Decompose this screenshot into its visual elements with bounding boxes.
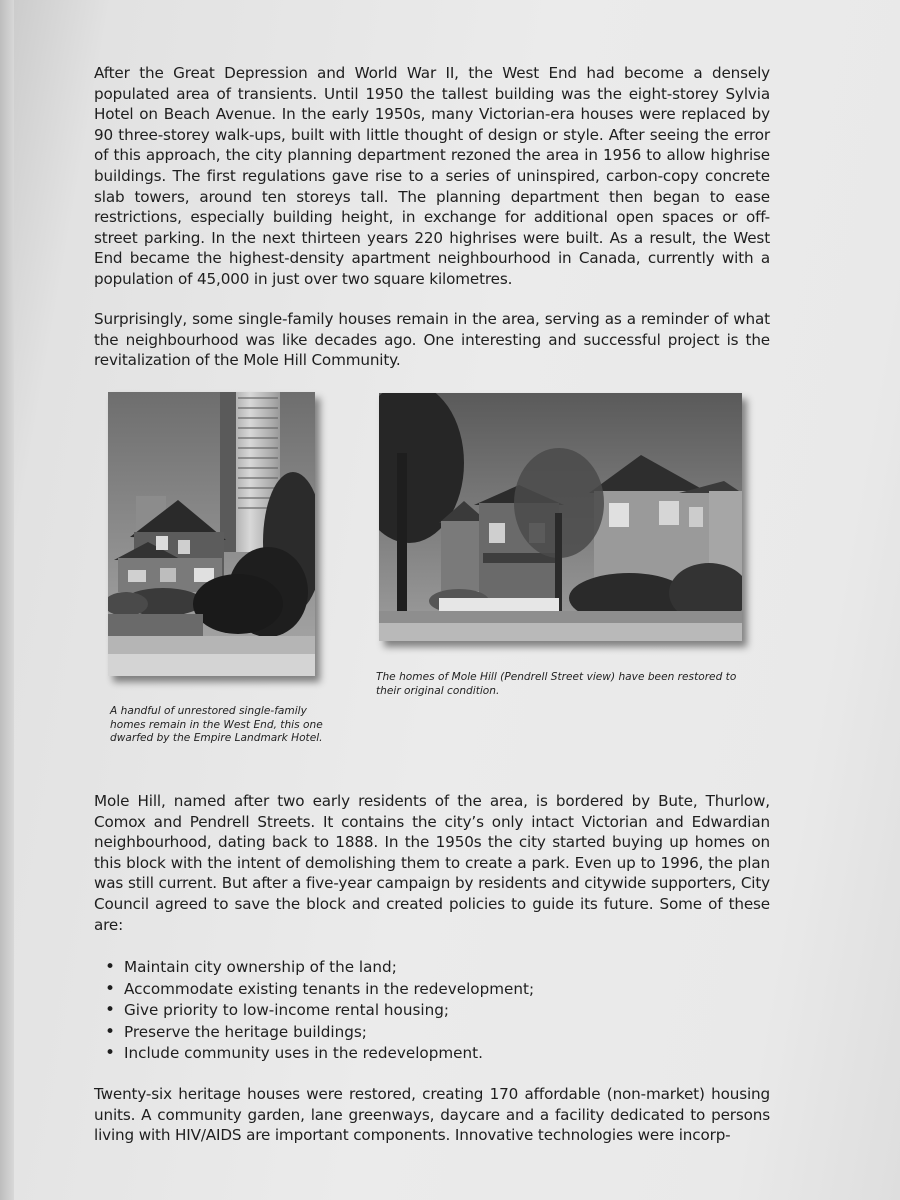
list-item: • Include community uses in the redevelopment. <box>104 1043 534 1065</box>
policy-list <box>104 957 534 1065</box>
caption-unrestored-house: A handful of unrestored single-family homes remain in the West End, this one dwarfed by the Empire Landmark Hotel. <box>110 705 323 745</box>
list-item: • Accommodate existing tenants in the redevelopment; <box>104 979 534 1001</box>
photo-mole-hill-homes <box>379 393 742 641</box>
paragraph-west-end-history: After the Great Depression and World War II, the West End had become a densely populated area of transients. Until 1950 the tallest building was the eight-storey Sylvia Hotel on Beach Avenue. In the early 1950s, many Victorian-era houses were replaced by 90 three-storey walk-ups, built with little thought of design or style. After seeing the error of this approach, the city planning department rezoned the area in 1956 to allow highrise buildings. The first regulations gave rise to a series of uninspired, carbon-copy concrete slab towers, around ten storeys tall. The planning department then began to ease restrictions, especially building height, in exchange for additional open spaces or off-street parking. In the next thirteen years 220 highrises were built. As a result, the West End became the highest-density apartment neighbourhood in Canada, currently with a population of 45,000 in just over two square kilometres. <box>94 64 770 288</box>
page-edge <box>0 0 14 1200</box>
paragraph-heritage-houses: Twenty-six heritage houses were restored, creating 170 affordable (non-market) housing units. A community garden, lane greenways, daycare and a facility dedicated to persons living with HIV/AIDS are important components. Innovative technologies were incorp- <box>94 1085 770 1145</box>
list-item: • Give priority to low-income rental housing; <box>104 1000 534 1022</box>
paragraph-mole-hill: Mole Hill, named after two early residents of the area, is bordered by Bute, Thurlow, Comox and Pendrell Streets. It contains the city’s only intact Victorian and Edwardian neighbourhood, dating back to 1888. In the 1950s the city started buying up homes on this block with the intent of demolishing them to create a park. Even up to 1996, the plan was still current. But after a five-year campaign by residents and citywide supporters, City Council agreed to save the block and created policies to guide its future. Some of these are: <box>94 792 770 934</box>
list-item: • Maintain city ownership of the land; <box>104 957 534 979</box>
photo-unrestored-house <box>108 392 315 676</box>
paragraph-single-family-houses: Surprisingly, some single-family houses remain in the area, serving as a reminder of what the neighbourhood was like decades ago. One interesting and successful project is the revitalization of the Mole Hill Community. <box>94 310 770 370</box>
caption-mole-hill: The homes of Mole Hill (Pendrell Street view) have been restored to their original condition. <box>376 671 737 697</box>
list-item: • Preserve the heritage buildings; <box>104 1022 534 1044</box>
